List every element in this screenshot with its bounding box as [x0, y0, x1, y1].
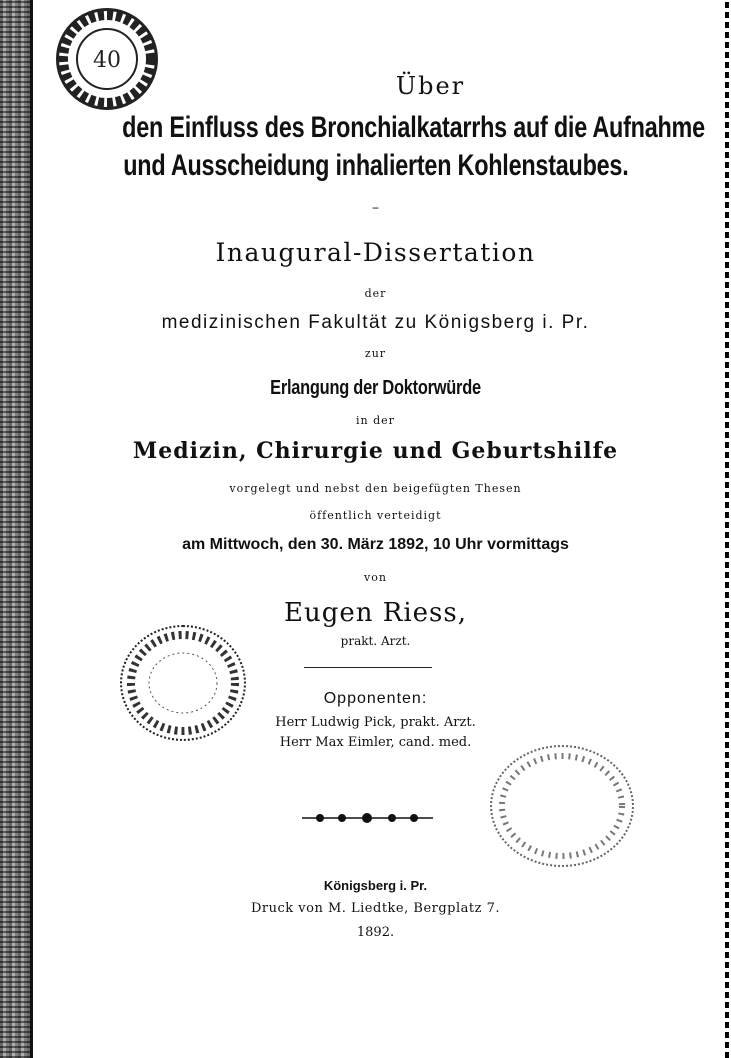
title-line-3 — [40, 148, 711, 183]
ornament-rule-icon — [300, 810, 435, 826]
title-line-2-text: den Einfluss des Bronchialkatarrhs auf die Aufnahme — [122, 111, 705, 144]
text-zur: zur — [364, 347, 387, 360]
stamp-ring-icon — [59, 11, 155, 107]
separator-dash: – — [372, 200, 379, 216]
degree-line — [40, 375, 711, 400]
title-line-1: Über — [395, 72, 466, 100]
library-stamp-right — [490, 745, 634, 867]
faculty-line: medizinischen Fakultät zu Königsberg i. Pr. — [161, 312, 590, 333]
presented-line: vorgelegt und nebst den beigefügten Thesen — [229, 482, 522, 495]
book-spine — [0, 0, 30, 1058]
opponent-second: Herr Max Eimler, cand. med. — [279, 735, 472, 750]
text-der: der — [364, 287, 387, 300]
author-title: prakt. Arzt. — [340, 634, 411, 648]
author-name: Eugen Riess, — [284, 598, 467, 628]
date-line: am Mittwoch, den 30. März 1892, 10 Uhr vormittags — [182, 536, 569, 553]
stamp-ring-icon — [492, 747, 632, 865]
title-line-2 — [40, 110, 711, 145]
title-line-3-text: und Ausscheidung inhalierten Kohlenstaubes. — [122, 149, 629, 182]
degree-line-text: Erlangung der Doktorwürde — [270, 377, 481, 399]
imprint-year: 1892. — [356, 925, 395, 940]
opponents-heading: Opponenten: — [323, 690, 428, 707]
page-edge — [725, 0, 729, 1058]
dissertation-heading: Inaugural-Dissertation — [215, 238, 536, 267]
fields-line: Medizin, Chirurgie und Geburtshilfe — [132, 438, 619, 464]
library-stamp-top — [56, 8, 158, 110]
svg-text:40: 40 — [93, 48, 121, 73]
text-in-der: in der — [356, 414, 395, 427]
text-von: von — [364, 571, 387, 584]
divider-rule — [304, 667, 432, 668]
imprint-city: Königsberg i. Pr. — [323, 878, 428, 893]
opponent-first: Herr Ludwig Pick, prakt. Arzt. — [275, 715, 476, 730]
defended-line: öffentlich verteidigt — [309, 509, 442, 522]
imprint-printer: Druck von M. Liedtke, Bergplatz 7. — [250, 901, 501, 916]
spine-edge — [30, 0, 33, 1058]
